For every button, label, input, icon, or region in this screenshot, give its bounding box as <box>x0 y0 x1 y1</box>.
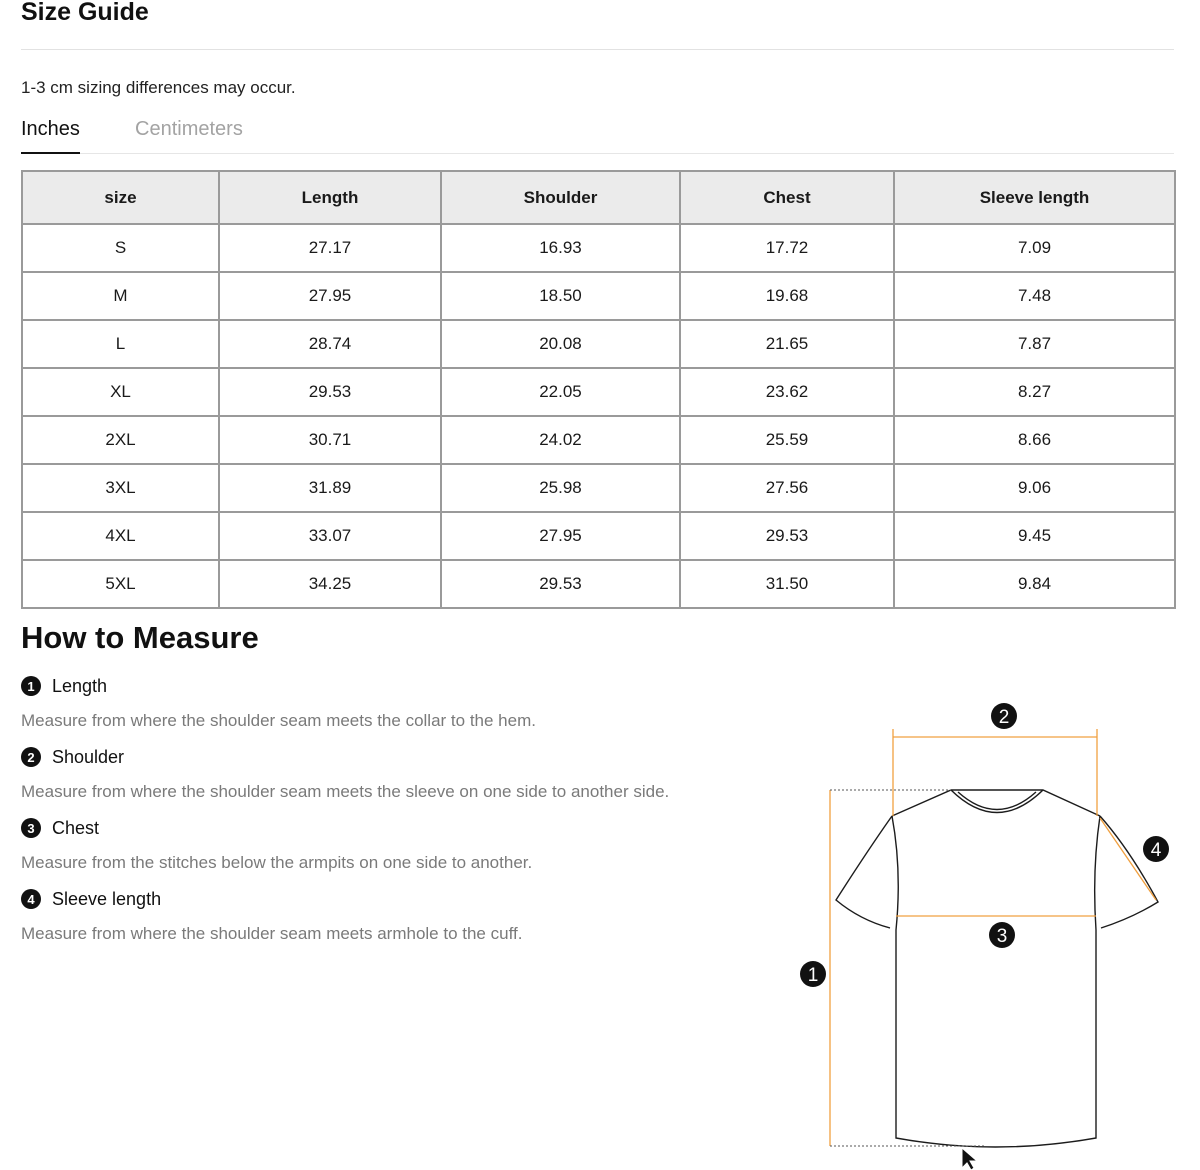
cell-size: 2XL <box>22 416 219 464</box>
cell-sleeve-length: 9.06 <box>894 464 1175 512</box>
cell-length: 27.95 <box>219 272 441 320</box>
step-label: Chest <box>52 817 100 838</box>
how-to-measure-title: How to Measure <box>21 620 259 655</box>
cell-size: XL <box>22 368 219 416</box>
cell-size: S <box>22 224 219 272</box>
cell-chest: 21.65 <box>680 320 894 368</box>
cell-shoulder: 29.53 <box>441 560 680 608</box>
cell-size: M <box>22 272 219 320</box>
cell-length: 29.53 <box>219 368 441 416</box>
marker-2 <box>991 703 1017 729</box>
cell-sleeve-length: 9.45 <box>894 512 1175 560</box>
cell-length: 31.89 <box>219 464 441 512</box>
cell-size: 3XL <box>22 464 219 512</box>
header-chest: Chest <box>680 171 894 224</box>
cell-shoulder: 18.50 <box>441 272 680 320</box>
header-size: size <box>22 171 219 224</box>
header-shoulder: Shoulder <box>441 171 680 224</box>
cell-shoulder: 20.08 <box>441 320 680 368</box>
cell-shoulder: 25.98 <box>441 464 680 512</box>
marker-label: 3 <box>996 926 1008 947</box>
step-number-badge: 3 <box>21 818 41 838</box>
cell-size: 4XL <box>22 512 219 560</box>
cell-shoulder: 27.95 <box>441 512 680 560</box>
page-title: Size Guide <box>21 0 149 26</box>
step-description: Measure from where the shoulder seam meets armhole to the cuff. <box>21 924 523 943</box>
cell-sleeve-length: 8.27 <box>894 368 1175 416</box>
step-number-badge: 2 <box>21 747 41 767</box>
cell-length: 33.07 <box>219 512 441 560</box>
marker-label: 2 <box>998 707 1010 728</box>
marker-label: 4 <box>1150 840 1162 861</box>
tab-centimeters[interactable]: Centimeters <box>135 118 243 140</box>
header-length: Length <box>219 171 441 224</box>
step-number-badge: 4 <box>21 889 41 909</box>
cell-sleeve-length: 7.48 <box>894 272 1175 320</box>
step-label: Sleeve length <box>52 888 162 909</box>
step-description: Measure from where the shoulder seam meets the collar to the hem. <box>21 711 536 730</box>
cell-length: 34.25 <box>219 560 441 608</box>
cell-shoulder: 24.02 <box>441 416 680 464</box>
cell-sleeve-length: 7.09 <box>894 224 1175 272</box>
guide-dotted-lines <box>830 790 985 1146</box>
tshirt-outline-icon <box>836 790 1158 1147</box>
cell-chest: 23.62 <box>680 368 894 416</box>
step-label: Shoulder <box>52 746 125 767</box>
header-sleeve-length: Sleeve length <box>894 171 1175 224</box>
cell-length: 30.71 <box>219 416 441 464</box>
cell-chest: 17.72 <box>680 224 894 272</box>
step-description: Measure from the stitches below the armpits on one side to another. <box>21 853 533 872</box>
sizing-note: 1-3 cm sizing differences may occur. <box>21 78 296 97</box>
step-description: Measure from where the shoulder seam meets the sleeve on one side to another side. <box>21 782 670 801</box>
cell-chest: 29.53 <box>680 512 894 560</box>
marker-4 <box>1143 836 1169 862</box>
cell-sleeve-length: 9.84 <box>894 560 1175 608</box>
cell-chest: 31.50 <box>680 560 894 608</box>
cell-chest: 27.56 <box>680 464 894 512</box>
step-number-badge: 1 <box>21 676 41 696</box>
cell-length: 28.74 <box>219 320 441 368</box>
cell-chest: 19.68 <box>680 272 894 320</box>
cell-size: 5XL <box>22 560 219 608</box>
marker-1 <box>800 961 826 987</box>
cell-chest: 25.59 <box>680 416 894 464</box>
cell-sleeve-length: 7.87 <box>894 320 1175 368</box>
mouse-pointer-icon <box>962 1148 977 1170</box>
marker-3 <box>989 922 1015 948</box>
cell-shoulder: 22.05 <box>441 368 680 416</box>
cell-length: 27.17 <box>219 224 441 272</box>
step-label: Length <box>52 675 108 696</box>
cell-size: L <box>22 320 219 368</box>
marker-label: 1 <box>807 965 819 986</box>
cell-sleeve-length: 8.66 <box>894 416 1175 464</box>
tab-inches[interactable]: Inches <box>21 116 80 154</box>
cell-shoulder: 16.93 <box>441 224 680 272</box>
